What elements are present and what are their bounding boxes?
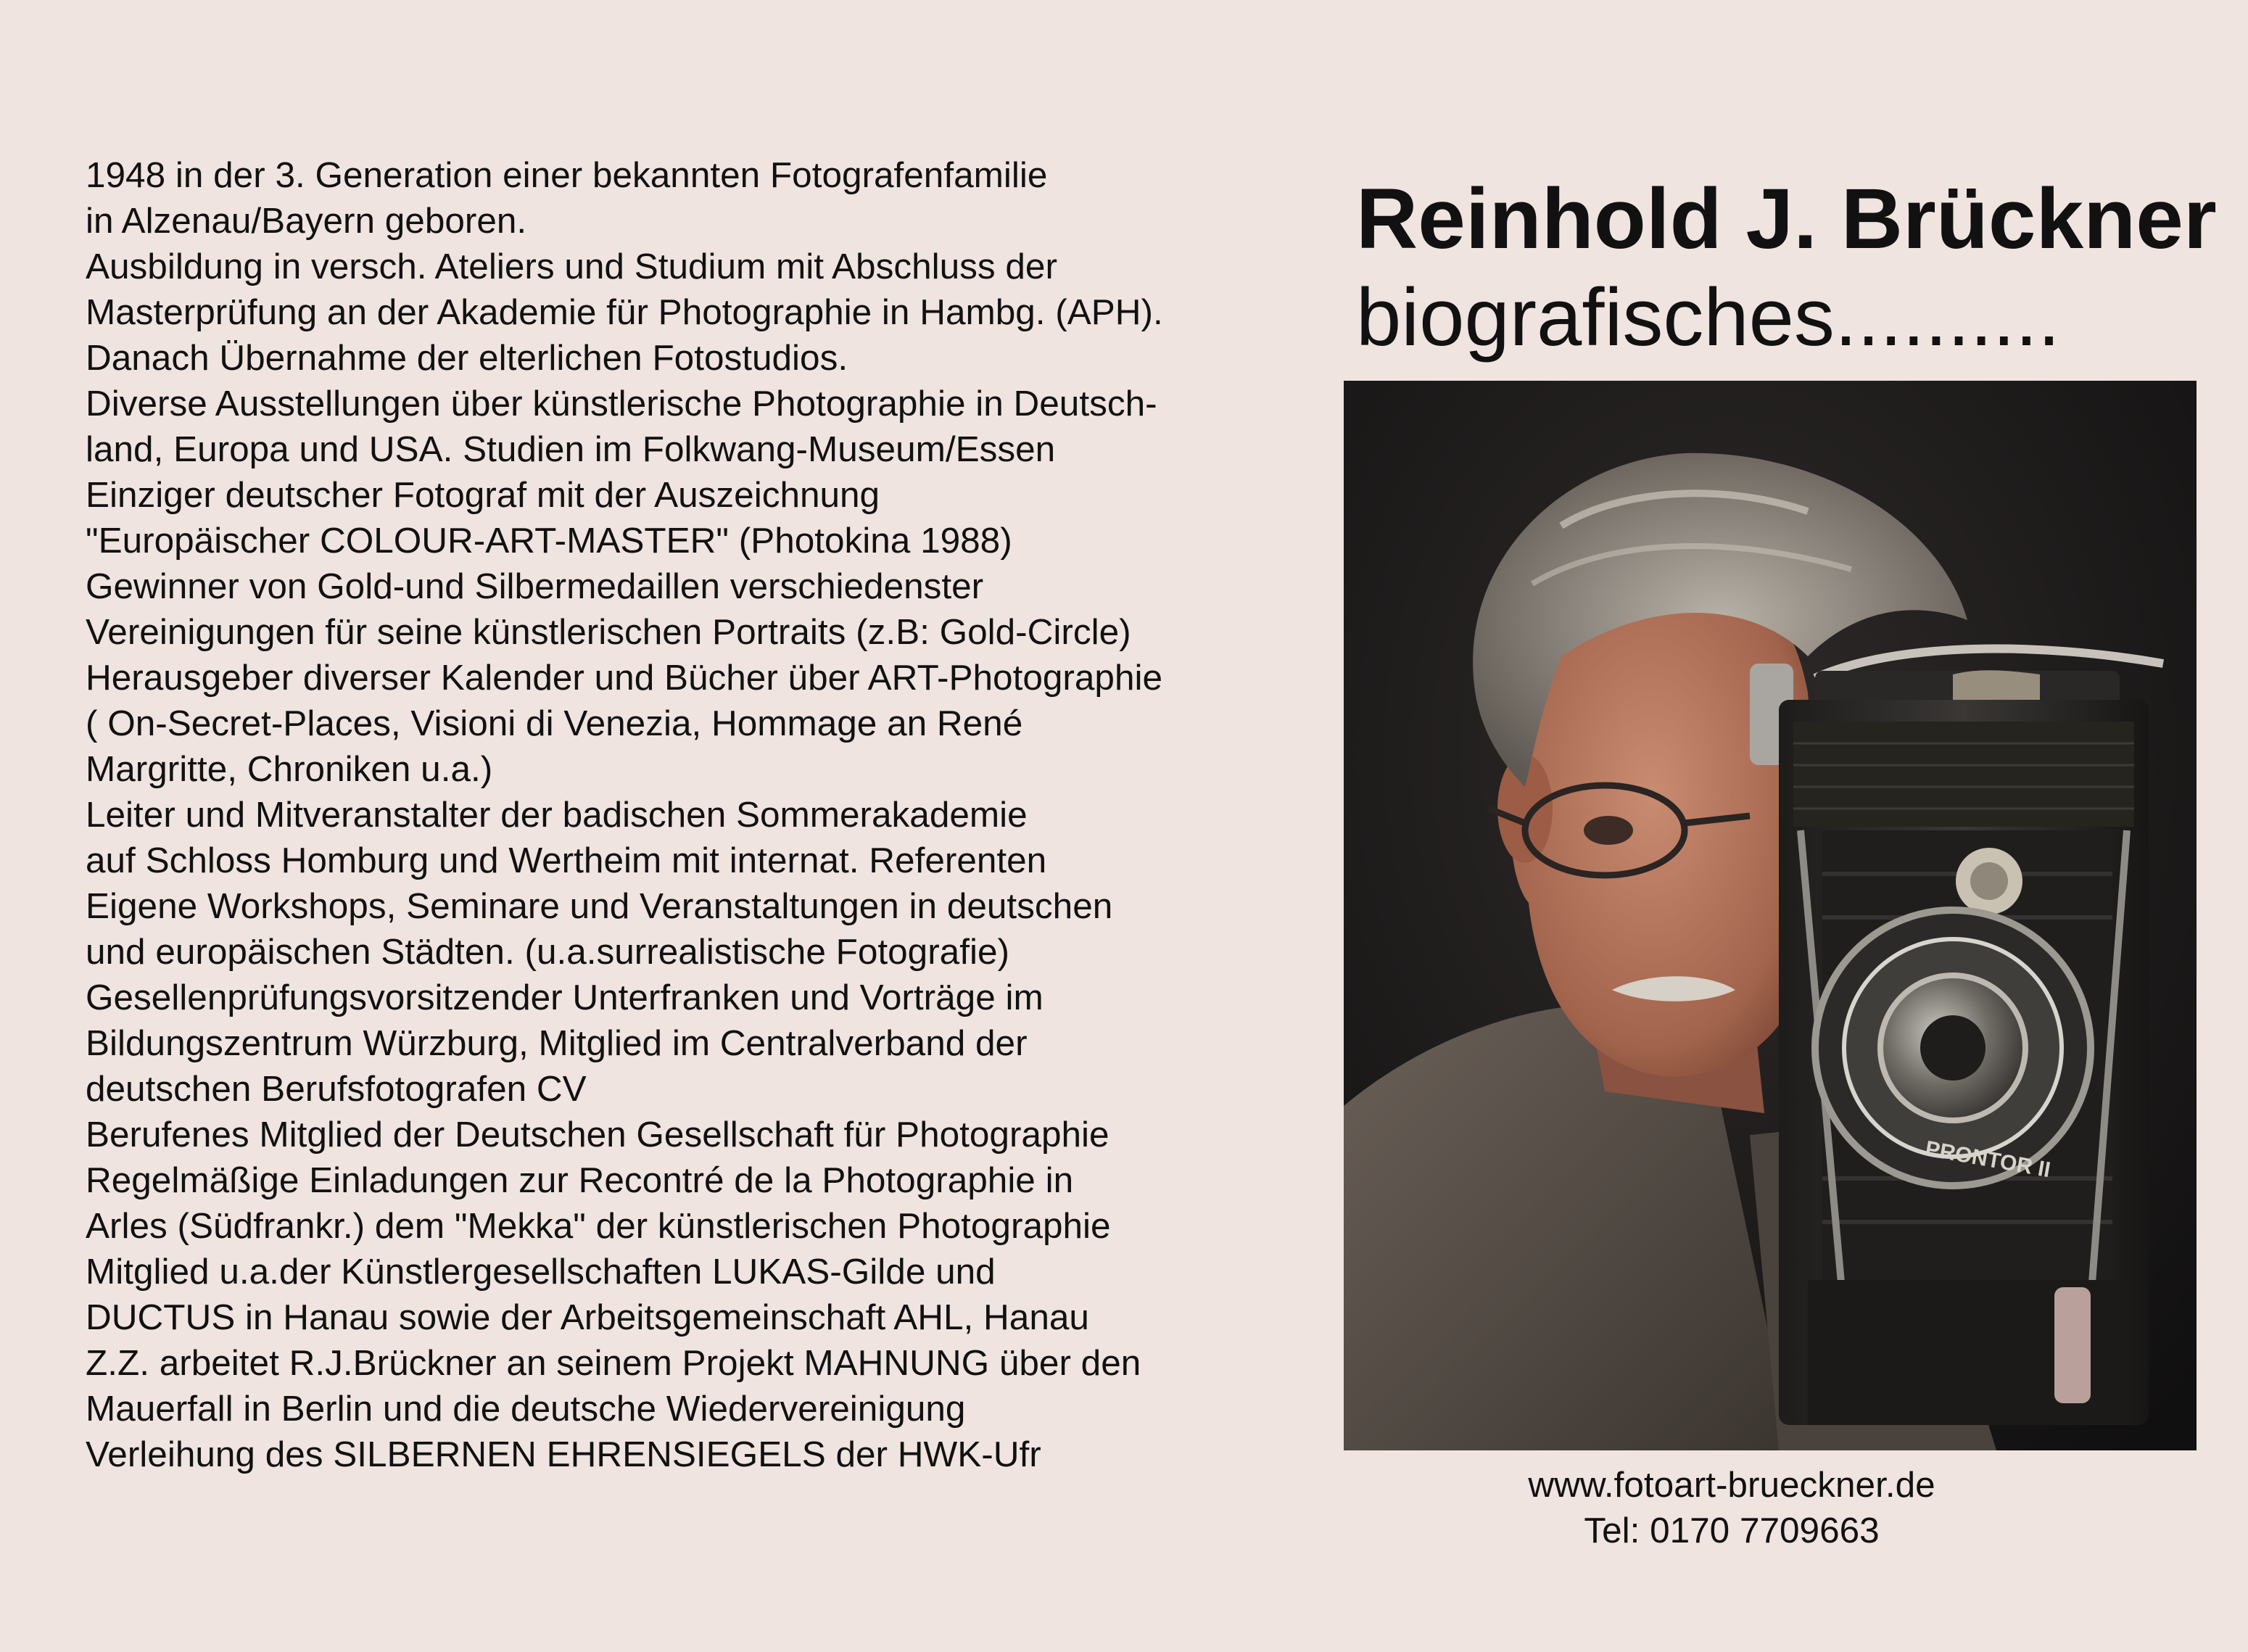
bio-line: in Alzenau/Bayern geboren. [86, 201, 527, 241]
bio-line: Mauerfall in Berlin und die deutsche Wiedervereinigung [86, 1389, 966, 1429]
bio-line: Margritte, Chroniken u.a.) [86, 749, 493, 789]
bio-line: Verleihung des SILBERNEN EHRENSIEGELS der HWK-Ufr [86, 1434, 1041, 1474]
bio-line: Eigene Workshops, Seminare und Veranstaltungen in deutschen [86, 886, 1113, 926]
contact-info [1344, 1462, 2120, 1553]
bio-line: "Europäischer COLOUR-ART-MASTER" (Photokina 1988) [86, 521, 1012, 561]
bio-line: Vereinigungen für seine künstlerischen Portraits (z.B: Gold-Circle) [86, 612, 1131, 652]
bio-line: Arles (Südfrankr.) dem "Mekka" der künstlerischen Photographie [86, 1206, 1111, 1246]
page-subtitle: biografisches.......... [1356, 272, 2061, 363]
biography-text [86, 152, 1318, 1477]
portrait-photo [1344, 381, 2197, 1450]
bio-line: Regelmäßige Einladungen zur Recontré de la Photographie in [86, 1160, 1074, 1200]
page-heading [1356, 168, 2226, 365]
bio-line: und europäischen Städten. (u.a.surrealistische Fotografie) [86, 932, 1009, 972]
bio-line: DUCTUS in Hanau sowie der Arbeitsgemeinschaft AHL, Hanau [86, 1297, 1089, 1337]
photographer-name: Reinhold J. Brückner [1356, 171, 2217, 267]
bio-line: Berufenes Mitglied der Deutschen Gesellschaft für Photographie [86, 1115, 1109, 1155]
bio-line: Leiter und Mitveranstalter der badischen Sommerakademie [86, 795, 1028, 835]
bio-line: deutschen Berufsfotografen CV [86, 1069, 587, 1109]
bio-line: Bildungszentrum Würzburg, Mitglied im Centralverband der [86, 1023, 1028, 1063]
lens-brand-text: PRONTOR II [1923, 1136, 2052, 1183]
bio-line: Diverse Ausstellungen über künstlerische Photographie in Deutsch- [86, 384, 1157, 424]
bio-line: land, Europa und USA. Studien im Folkwang-Museum/Essen [86, 429, 1056, 469]
bio-line: Gewinner von Gold-und Silbermedaillen verschiedenster [86, 566, 984, 606]
bio-line: Z.Z. arbeitet R.J.Brückner an seinem Projekt MAHNUNG über den [86, 1343, 1141, 1383]
bio-line: 1948 in der 3. Generation einer bekannten Fotografenfamilie [86, 155, 1048, 195]
website-text: www.fotoart-brueckner.de [1528, 1465, 1935, 1505]
phone-text: Tel: 0170 7709663 [1584, 1511, 1880, 1550]
bio-line: Ausbildung in versch. Ateliers und Studium mit Abschluss der [86, 247, 1057, 286]
bio-line: Gesellenprüfungsvorsitzender Unterfranken und Vorträge im [86, 978, 1044, 1017]
bio-line: Danach Übernahme der elterlichen Fotostudios. [86, 338, 848, 378]
bio-line: Einziger deutscher Fotograf mit der Auszeichnung [86, 475, 880, 515]
bio-line: ( On-Secret-Places, Visioni di Venezia, Hommage an René [86, 703, 1023, 743]
bio-line: Masterprüfung an der Akademie für Photographie in Hambg. (APH). [86, 292, 1163, 332]
bio-line: Herausgeber diverser Kalender und Bücher über ART-Photographie [86, 658, 1162, 698]
portrait-illustration [1344, 381, 2197, 1450]
bio-line: Mitglied u.a.der Künstlergesellschaften LUKAS-Gilde und [86, 1252, 996, 1292]
bio-line: auf Schloss Homburg und Wertheim mit internat. Referenten [86, 841, 1047, 880]
